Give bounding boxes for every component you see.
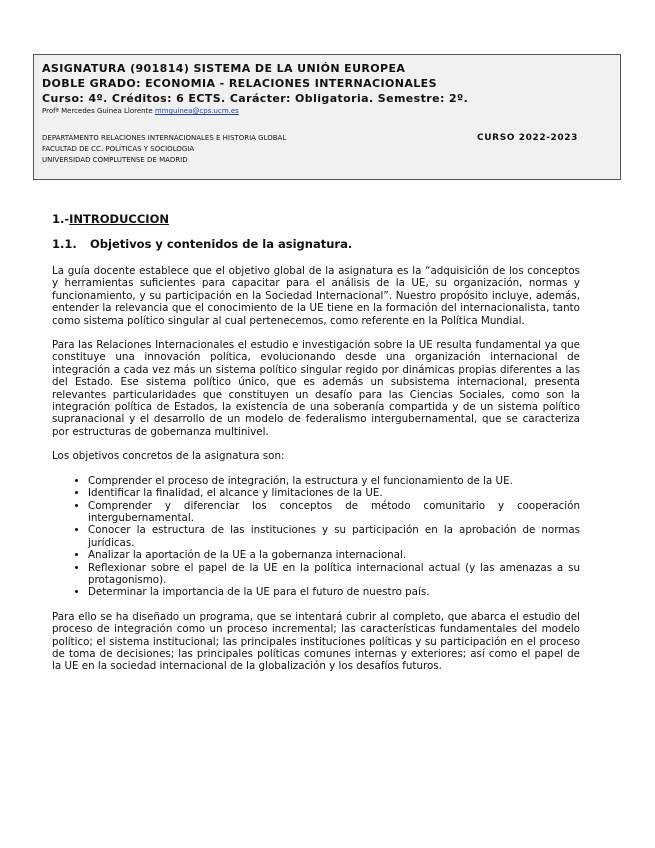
- faculty-name: FACULTAD DE CC. POLÍTICAS Y SOCIOLOGIA: [42, 145, 195, 153]
- professor-line: [42, 106, 612, 117]
- list-item: • Comprender el proceso de integración, la estructura y el funcionamiento de la UE.: [88, 475, 580, 487]
- paragraph-1: La guía docente establece que el objetivo global de la asignatura es la “adquisición de los conceptos y herramientas suficientes para capacitar para el análisis de la UE, su organización, normas y funcionamiento, y su participación en la Sociedad Internacional”. Nuestro propósito incluye, además, entender la relevancia que el conocimiento de la UE tiene en la formación del internacionalista, tanto como sistema político singular al cual pertenecemos, como referente en la Política Mundial.: [52, 265, 580, 327]
- university-name: UNIVERSIDAD COMPLUTENSE DE MADRID: [42, 156, 188, 164]
- closing-paragraph: Para ello se ha diseñado un programa, que se intentará cubrir al completo, que abarca el estudio del proceso de integración como un proceso incremental; las características fundamentales del modelo político; el sistema institucional; las principales instituciones políticas y su participación en el proceso de toma de decisiones; las principales políticas comunes internas y exteriores; así como el papel de la UE en la sociedad internacional de la globalización y los desafíos futuros.: [52, 610, 580, 673]
- subject-title: ASIGNATURA (901814) SISTEMA DE LA UNIÓN EUROPEA: [42, 62, 406, 75]
- professor-name: Profª Mercedes Guinea Llorente: [42, 107, 153, 115]
- paragraph-3: Los objetivos concretos de la asignatura son:: [52, 450, 285, 463]
- professor-email-link[interactable]: mmguinea@cps.ucm.es: [154, 107, 239, 115]
- list-item: • Determinar la importancia de la UE para el futuro de nuestro país.: [88, 586, 580, 598]
- objectives-list: [52, 475, 580, 599]
- section-title: INTRODUCCION: [69, 212, 169, 226]
- paragraph-2: Para las Relaciones Internacionales el estudio e investigación sobre la UE resulta fundamental ya que constituye una innovación política, evolucionando desde una organización internacional de integración a cada vez más un sistema político singular regido por dinámicas propias diferentes a las del Estado. Ese sistema político único, que es además un subsistema internacional, presenta relevantes particularidades que constituyen un desafío para las Ciencias Sociales, como son la integración política de Estados, la existencia de una soberanía compartida y de un sistema político supranacional y el desarrollo de un modelo de federalismo intergubernamental, que se caracteriza por estructuras de gobernanza multinivel.: [52, 339, 580, 438]
- section-heading: [52, 212, 580, 226]
- list-item: • Identificar la finalidad, el alcance y limitaciones de la UE.: [88, 487, 580, 499]
- degree-title: DOBLE GRADO: ECONOMIA - RELACIONES INTERNACIONALES: [42, 77, 437, 90]
- subsection-number: 1.1.: [52, 237, 77, 251]
- list-item: • Conocer la estructura de las instituciones y su participación en la aprobación de normas jurídicas.: [88, 524, 580, 549]
- department-name: DEPARTAMENTO RELACIONES INTERNACIONALES E HISTORIA GLOBAL: [42, 134, 287, 142]
- subsection-title: Objetivos y contenidos de la asignatura.: [90, 237, 353, 251]
- department-row: [42, 133, 612, 144]
- list-item: • Analizar la aportación de la UE a la gobernanza internacional.: [88, 549, 580, 561]
- course-info: Curso: 4º. Créditos: 6 ECTS. Carácter: Obligatoria. Semestre: 2º.: [42, 92, 469, 105]
- section-number: 1.-: [52, 212, 70, 226]
- subsection-heading: [52, 237, 580, 251]
- course-header-box: [33, 54, 621, 180]
- list-item: • Reflexionar sobre el papel de la UE en la política internacional actual (y las amenazas a su protagonismo).: [88, 562, 580, 587]
- document-body: [52, 212, 580, 685]
- course-year: CURSO 2022-2023: [477, 133, 578, 143]
- list-item: • Comprender y diferenciar los conceptos de método comunitario y cooperación intergubernamental.: [88, 500, 580, 525]
